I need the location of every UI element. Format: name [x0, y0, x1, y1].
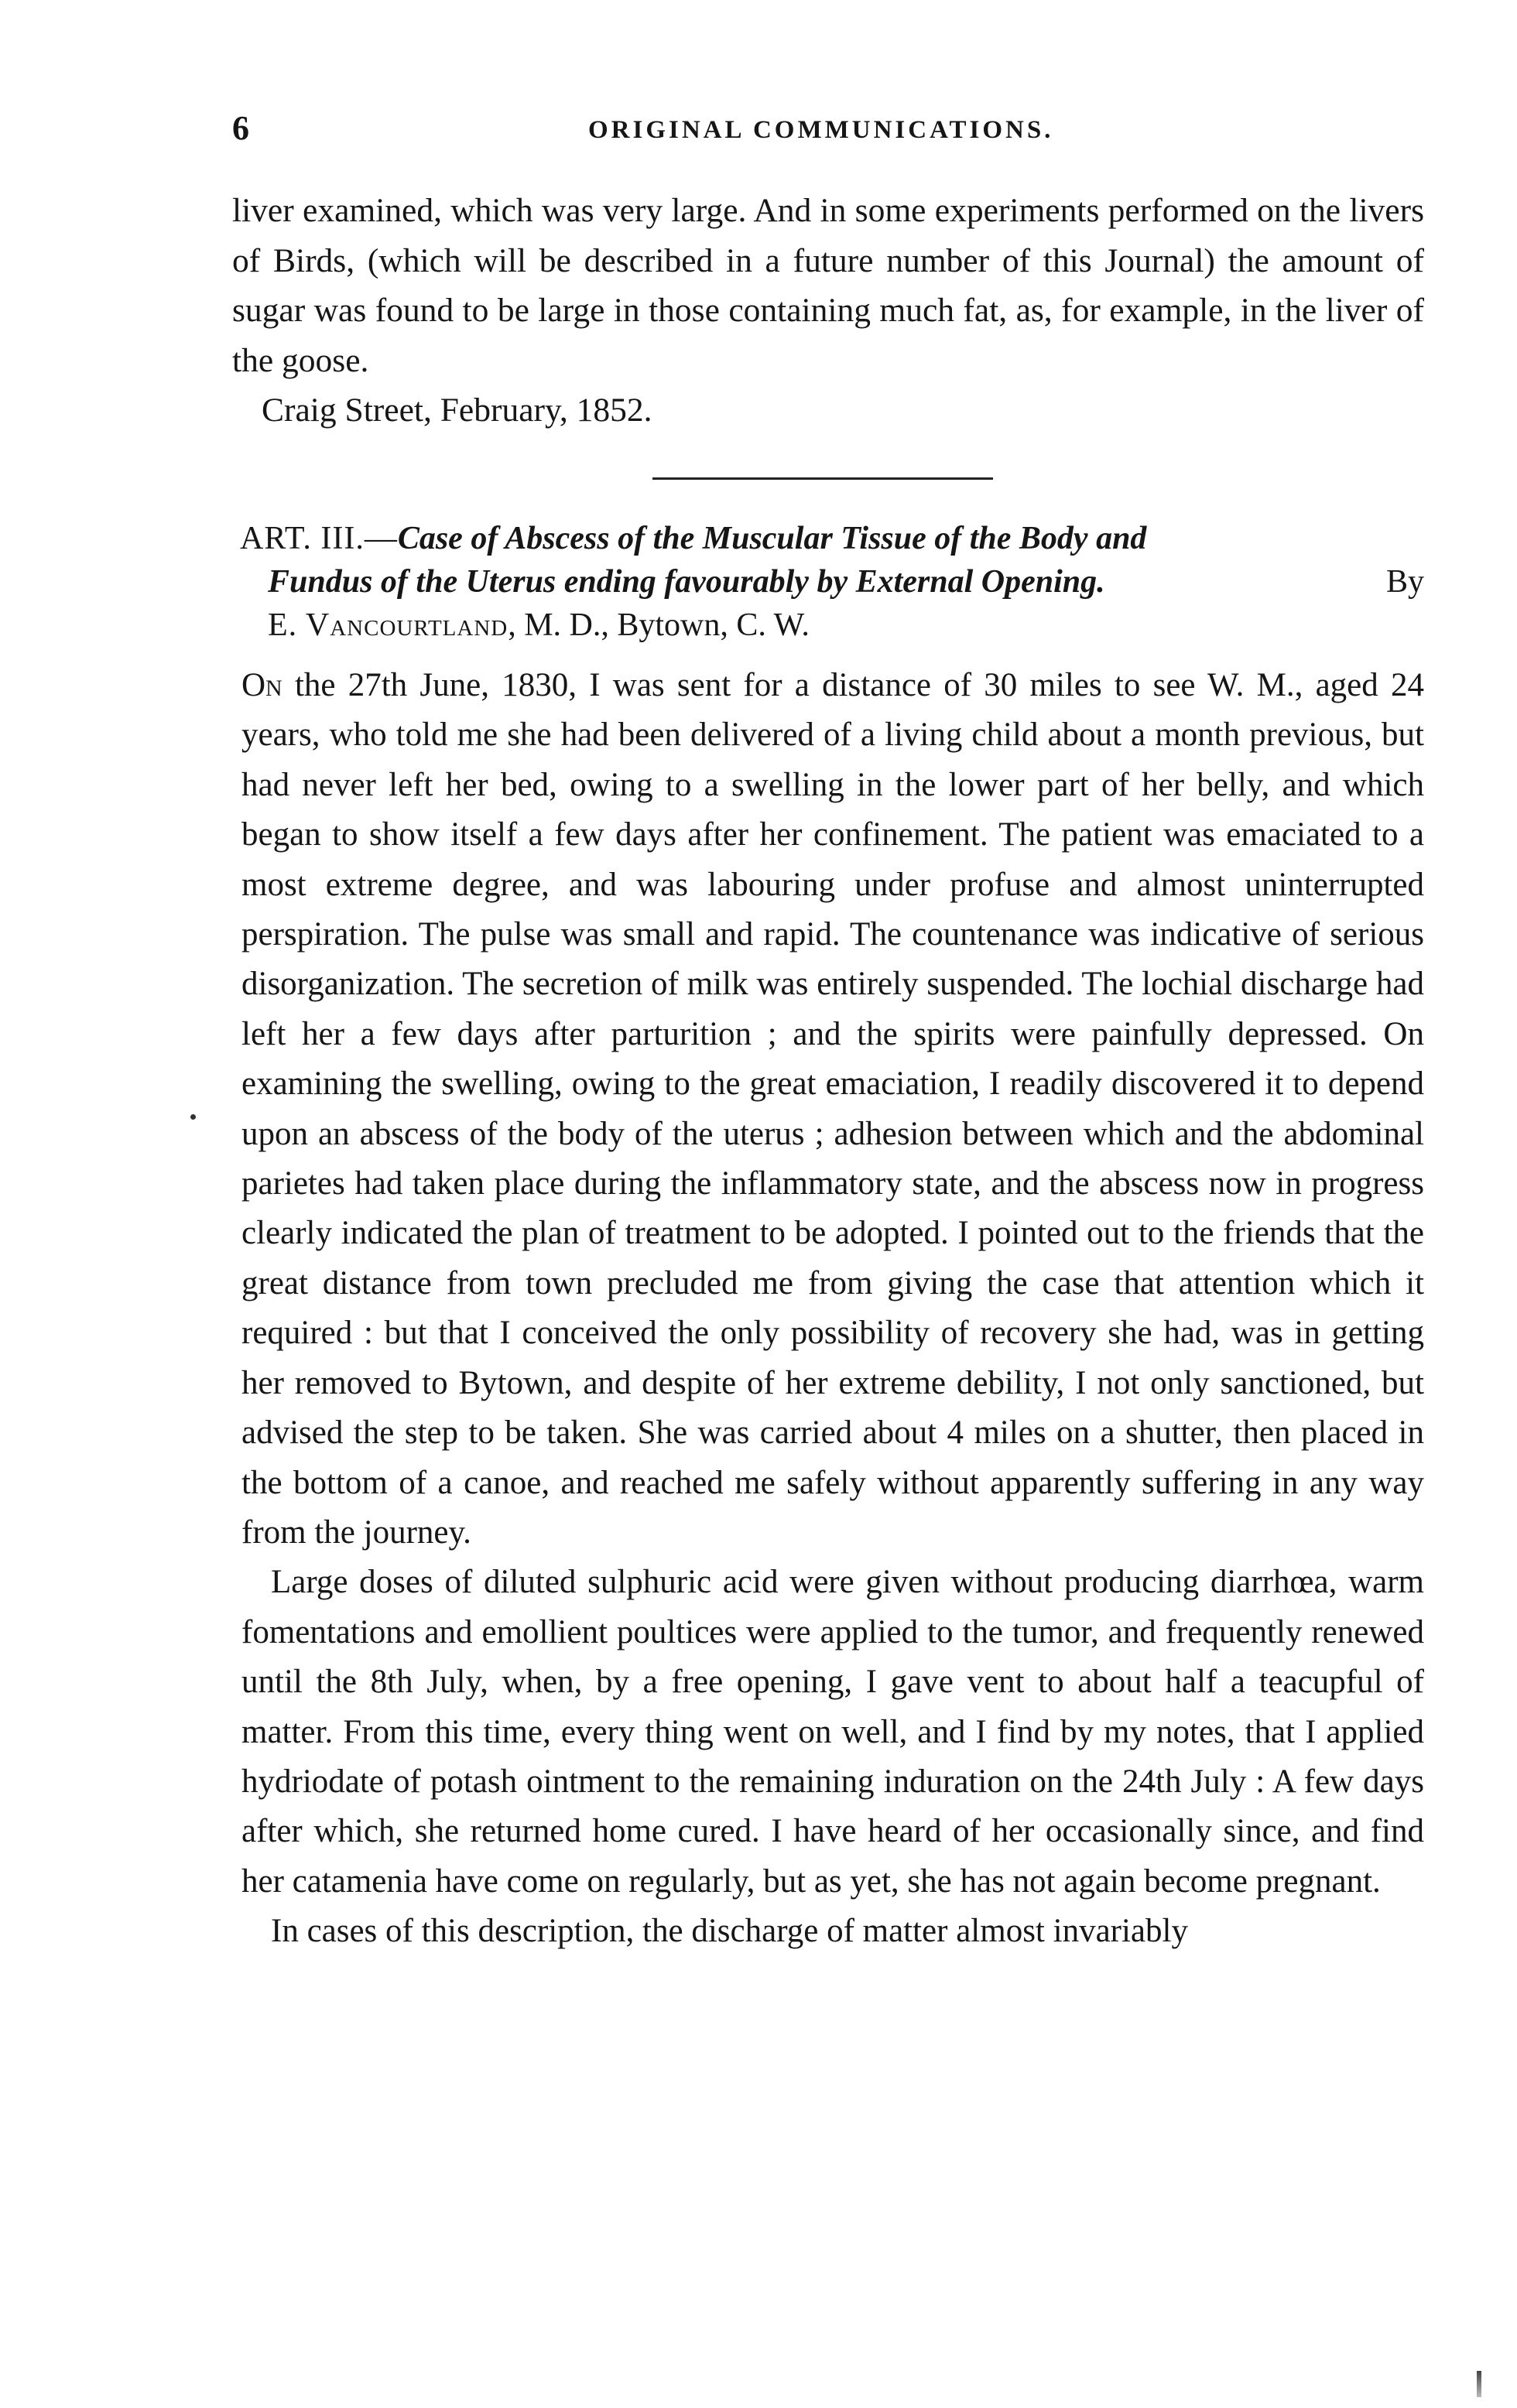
author-name: E. Vancourtland	[268, 607, 509, 643]
body-paragraph-2: Large doses of diluted sulphuric acid were given without producing diarrhœa, warm fomentations and emollient poultices were applied to the tumor, and frequently renewed until the 8th July, when, by a free opening, I gave vent to about half a teacupful of matter. From this time, every thing went on well, and I find by my notes, that I applied hydriodate of potash ointment to the remaining induration on the 24th July : A few days after which, she returned home cured. I have heard of her occasionally since, and find her catamenia have come on regularly, but as yet, she has not again become pregnant.	[241, 1564, 1424, 1900]
page-number: 6	[232, 109, 249, 147]
closing-paragraph: liver examined, which was very large. And in some experiments performed on the livers of Birds, (which will be described in a future number of this Journal) the amount of sugar was found to be large in those containing much fat, as, for example, in the liver of the goose.	[232, 192, 1424, 379]
article-title-part-2: Fundus of the Uterus ending favourably by External Opening.	[268, 564, 1105, 600]
dateline-signature: Craig Street, February, 1852.	[262, 392, 652, 429]
article-label: ART. III.—	[240, 521, 398, 556]
body-paragraph-3: In cases of this description, the discharge of matter almost invariably	[271, 1913, 1188, 1950]
article-heading	[240, 517, 1424, 647]
body-paragraph-1-text: the 27th June, 1830, I was sent for a distance of 30 miles to see W. M., aged 24 years, who told me she had been delivered of a living child about a month previous, but had never left her bed, owing to a swelling in the lower part of her belly, and which began to show itself a few days after her confinement. The patient was emaciated to a most extreme degree, and was labouring under profuse and almost uninterrupted perspiration. The pulse was small and rapid. The countenance was indicative of serious disorganization. The secretion of milk was entirely suspended. The lochial discharge had left her a few days after parturition ; and the spirits were painfully depressed. On examining the swelling, owing to the great emaciation, I readily discovered it to depend upon an abscess of the body of the uterus ; adhesion between which and the abdominal parietes had taken place during the inflammatory state, and the abscess now in progress clearly indicated the plan of treatment to be adopted. I pointed out to the friends that the great distance from town precluded me from giving the case that attention which it required : but that I conceived the only possibility of recovery she had, was in getting her removed to Bytown, and despite of her extreme debility, I not only sanctioned, but advised the step to be taken. She was carried about 4 miles on a shutter, then placed in the bottom of a canoe, and reached me safely without apparently suffering in any way from the journey.	[241, 667, 1424, 1551]
running-title: ORIGINAL COMMUNICATIONS.	[588, 116, 1054, 144]
article-title-part-1: Case of Abscess of the Muscular Tissue of the Body and	[397, 521, 1147, 556]
previous-article-ending	[232, 186, 1424, 436]
article-body	[241, 661, 1424, 1957]
article-byline-by: By	[1385, 564, 1424, 600]
margin-ink-speck	[190, 1114, 196, 1120]
author-credentials: , M. D., Bytown, C. W.	[508, 607, 810, 643]
running-head	[232, 108, 1440, 155]
body-paragraph-1	[241, 661, 1424, 1558]
article-author-line	[240, 604, 1424, 647]
article-heading-line-1	[240, 517, 1424, 560]
article-heading-line-2	[240, 560, 1424, 604]
opening-word: On	[241, 667, 283, 703]
corner-ink-mark	[1477, 2371, 1481, 2397]
section-divider	[652, 477, 993, 480]
